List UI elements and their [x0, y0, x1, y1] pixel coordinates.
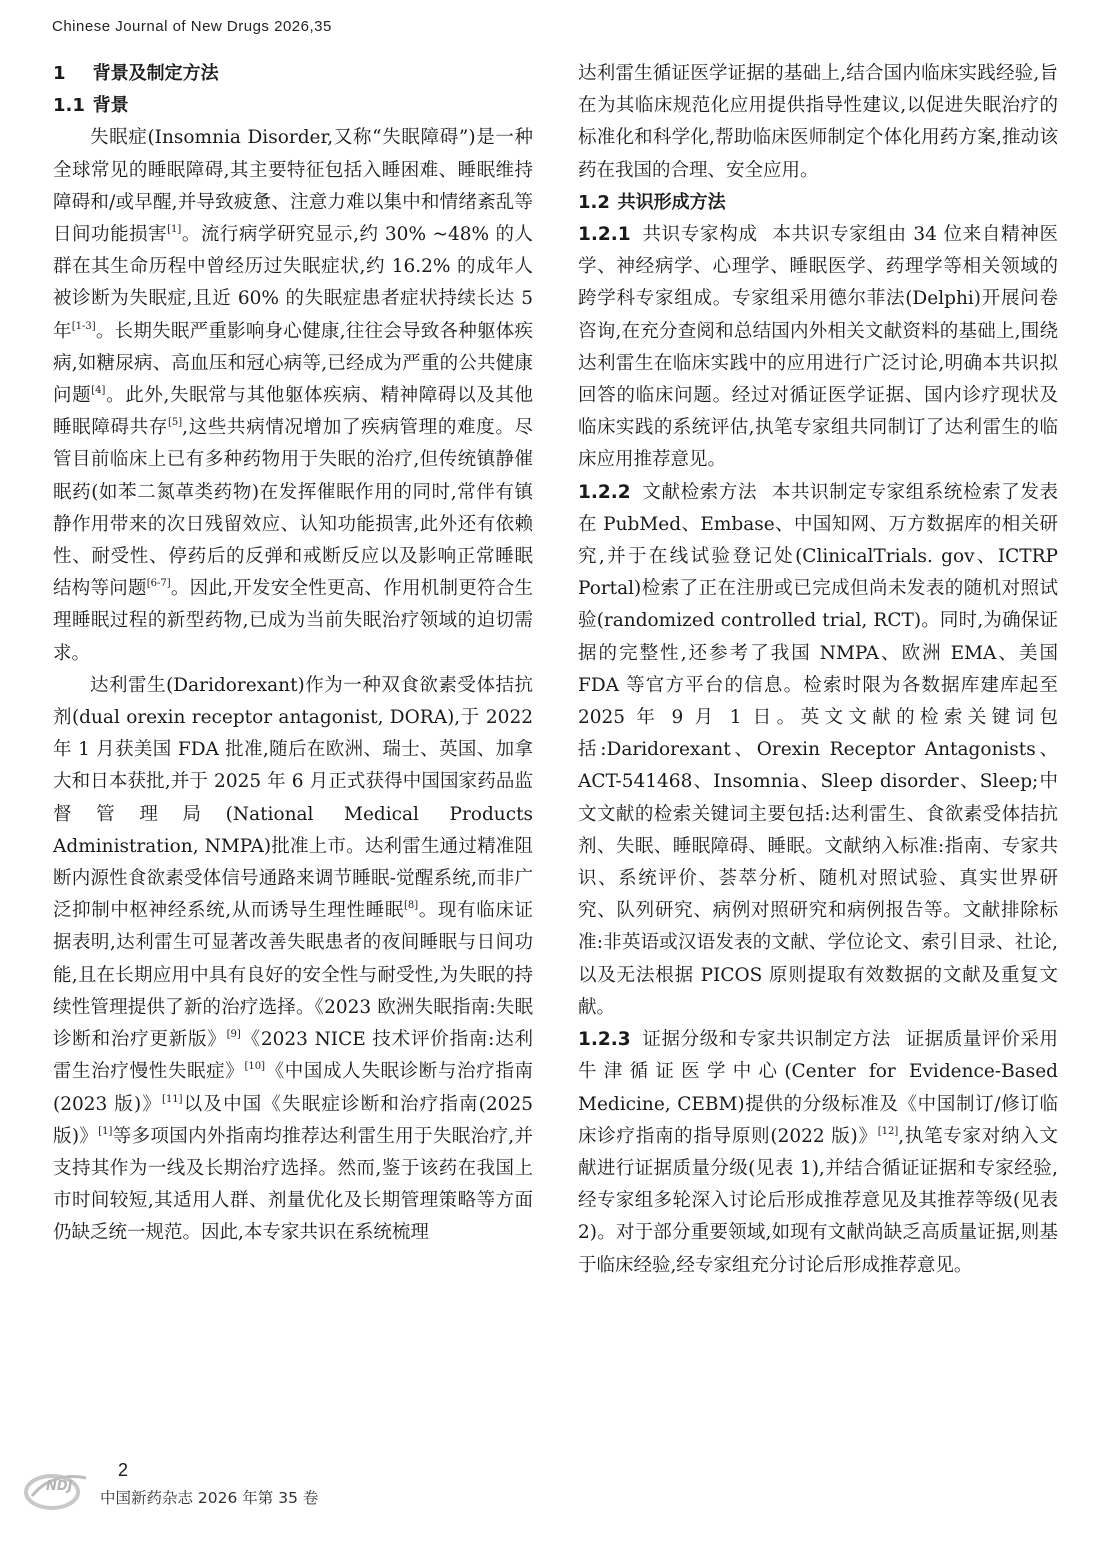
body-text: 。长期失眠严重影响身心健康,往往会导致各种躯体疾病,如糖尿病、高血压和冠心病等,已经成为严重的公共健康问题 [53, 320, 533, 407]
body-text: 本共识专家组由 34 位来自精神医学、神经病学、心理学、睡眠医学、药理学等相关领域的跨学科专家组成。专家组采用德尔菲法(Delphi)开展问卷咨询,在充分查阅和总结国内外相关文献资料的基础上,围绕达利雷生在临床实践中的应用进行广泛讨论,明确本共识拟回答的临床问题。经过对循证医学证据、国内诊疗现状及临床实践的系统评估,执笔专家组共同制订了达利雷生的临床应用推荐意见。 [578, 224, 1058, 471]
body-text: 证据质量评价采用牛津循证医学中心(Center for Evidence-Based Medicine, CEBM)提供的分级标准及《中国制订/修订临床诊疗指南的指导原则(2022 版)》 [578, 1029, 1058, 1147]
journal-footer-title: 中国新药杂志 2026 年第 35 卷 [100, 1489, 319, 1507]
journal-logo [22, 1466, 96, 1512]
body-text: 等多项国内外指南均推荐达利雷生用于失眠治疗,并支持其作为一线及长期治疗选择。然而,鉴于该药在我国上市时间较短,其适用人群、剂量优化及长期管理策略等方面仍缺乏统一规范。因此,本专家共识在系统梳理 [53, 1125, 534, 1244]
background-paragraph-continued: 达利雷生循证医学证据的基础上,结合国内临床实践经验,旨在为其临床规范化应用提供指导性建议,以促进失眠治疗的标准化和科学化,帮助临床医师制定个体化用药方案,推动该药在我国的合理、安全应用。 [578, 63, 1058, 181]
page-number: 2 [118, 1460, 129, 1480]
section-number: 1 [53, 63, 66, 84]
subsection-title: 文献检索方法 [641, 481, 758, 503]
body-text: 达利雷生(Daridorexant)作为一种双食欲素受体拮抗剂(dual orexin receptor antagonist, DORA),于 2022 年 1 月获美国 FDA 批准,随后在欧洲、瑞士、英国、加拿大和日本获批,并于 2025 年 6 月正式获得中国国家药品监督管理局(National Medical Products Administration, NMPA)批准上市。达利雷生通过精准阻断内源性食欲素受体信号通路来调节睡眠-觉醒系统,而非广泛抑制中枢神经系统,从而诱导生理性睡眠 [53, 674, 533, 922]
section-title: 背景 [92, 95, 129, 117]
section-1-1-heading [53, 90, 533, 122]
section-title: 共识形成方法 [617, 191, 726, 213]
subsection-1-2-3 [578, 1024, 1058, 1282]
body-text: 《中国成人失眠诊断与治疗指南(2023 版)》 [53, 1061, 533, 1115]
subsection-title: 证据分级和专家共识制定方法 [641, 1029, 891, 1051]
body-text: 。此外,失眠常与其他躯体疾病、精神障碍以及其他睡眠障碍共存 [53, 385, 533, 439]
background-paragraph-2 [53, 670, 533, 1250]
subsection-number: 1.2.2 [578, 481, 631, 503]
left-column [53, 58, 533, 1250]
citation: [1] [167, 224, 182, 236]
body-text: 。因此,开发安全性更高、作用机制更符合生理睡眠过程的新型药物,已成为当前失眠治疗领域的迫切需求。 [53, 578, 533, 664]
section-1-heading [53, 58, 533, 90]
body-text: 失眠症(Insomnia Disorder,又称“失眠障碍”)是一种全球常见的睡眠障碍,其主要特征包括入睡困难、睡眠维持障碍和/或早醒,并导致疲惫、注意力难以集中和情绪紊乱等日间功能损害 [53, 127, 533, 246]
subsection-number: 1.2.1 [578, 224, 631, 246]
citation: [11] [162, 1093, 183, 1105]
citation: [5] [167, 417, 183, 429]
citation: [1-3] [71, 320, 96, 332]
subsection-number: 1.2.3 [578, 1029, 631, 1051]
subsection-title: 共识专家构成 [641, 224, 758, 246]
running-title: Chinese Journal of New Drugs 2026,35 [52, 18, 332, 35]
citation: [9] [226, 1029, 241, 1041]
citation: [4] [91, 385, 106, 397]
citation: [6-7] [146, 578, 171, 590]
section-1-2-heading [578, 187, 1058, 219]
body-text: 。流行病学研究显示,约 30% ~48% 的人群在其生命历程中曾经历过失眠症状,约 16.2% 的成年人被诊断为失眠症,且近 60% 的失眠症患者症状持续长达 5 年 [53, 224, 533, 342]
svg-text:NDJ: NDJ [46, 1479, 73, 1494]
right-column [578, 58, 1058, 1282]
citation: [1] [98, 1125, 113, 1137]
background-paragraph-1 [53, 122, 533, 669]
citation: [8] [403, 900, 419, 912]
body-text: ,执笔专家对纳入文献进行证据质量分级(见表 1),并结合循证证据和专家经验,经专家组多轮深入讨论后形成推荐意见及其推荐等级(见表 2)。对于部分重要领域,如现有文献尚缺乏高质量证据,则基于临床经验,经专家组充分讨论后形成推荐意见。 [578, 1125, 1058, 1276]
citation: [12] [877, 1125, 899, 1137]
body-text: 本共识制定专家组系统检索了发表在 PubMed、Embase、中国知网、万方数据库的相关研究,并于在线试验登记处(ClinicalTrials. gov、ICTRP Portal)检索了正在注册或已完成但尚未发表的随机对照试验(randomized controlled trial, RCT)。同时,为确保证据的完整性,还参考了我国 NMPA、欧洲 EMA、美国 FDA 等官方平台的信息。检索时限为各数据库建库起至 2025 年 9 月 1 日。英文文献的检索关键词包括:Daridorexant、Orexin Receptor Antagonists、ACT-541468、Insomnia、Sleep disorder、Sleep;中文文献的检索关键词主要包括:达利雷生、食欲素受体拮抗剂、失眠、睡眠障碍、睡眠。文献纳入标准:指南、专家共识、系统评价、荟萃分析、随机对照试验、真实世界研究、队列研究、病例对照研究和病例报告等。文献排除标准:非英语或汉语发表的文献、学位论文、索引目录、社论,以及无法根据 PICOS 原则提取有效数据的文献及重复文献。 [578, 481, 1058, 1018]
subsection-1-2-2 [578, 477, 1058, 1024]
citation: [10] [244, 1061, 265, 1073]
section-number: 1.1 [53, 95, 85, 117]
subsection-1-2-1 [578, 219, 1058, 477]
body-text: ,这些共病情况增加了疾病管理的难度。尽管目前临床上已有多种药物用于失眠的治疗,但传统镇静催眠药(如苯二氮䓬类药物)在发挥催眠作用的同时,常伴有镇静作用带来的次日残留效应、认知功能损害,此外还有依赖性、耐受性、停药后的反弹和戒断反应以及影响正常睡眠结构等问题 [53, 417, 533, 600]
section-title: 背景及制定方法 [92, 63, 219, 84]
body-text: 。现有临床证据表明,达利雷生可显著改善失眠患者的夜间睡眠与日间功能,且在长期应用中具有良好的安全性与耐受性,为失眠的持续性管理提供了新的治疗选择。《2023 欧洲失眠指南:失眠诊断和治疗更新版》 [53, 900, 533, 1051]
body-text: 以及中国《失眠症诊断和治疗指南(2025 版)》 [53, 1093, 533, 1147]
section-number: 1.2 [578, 191, 610, 213]
body-text: 《2023 NICE 技术评价指南:达利雷生治疗慢性失眠症》 [53, 1029, 533, 1083]
